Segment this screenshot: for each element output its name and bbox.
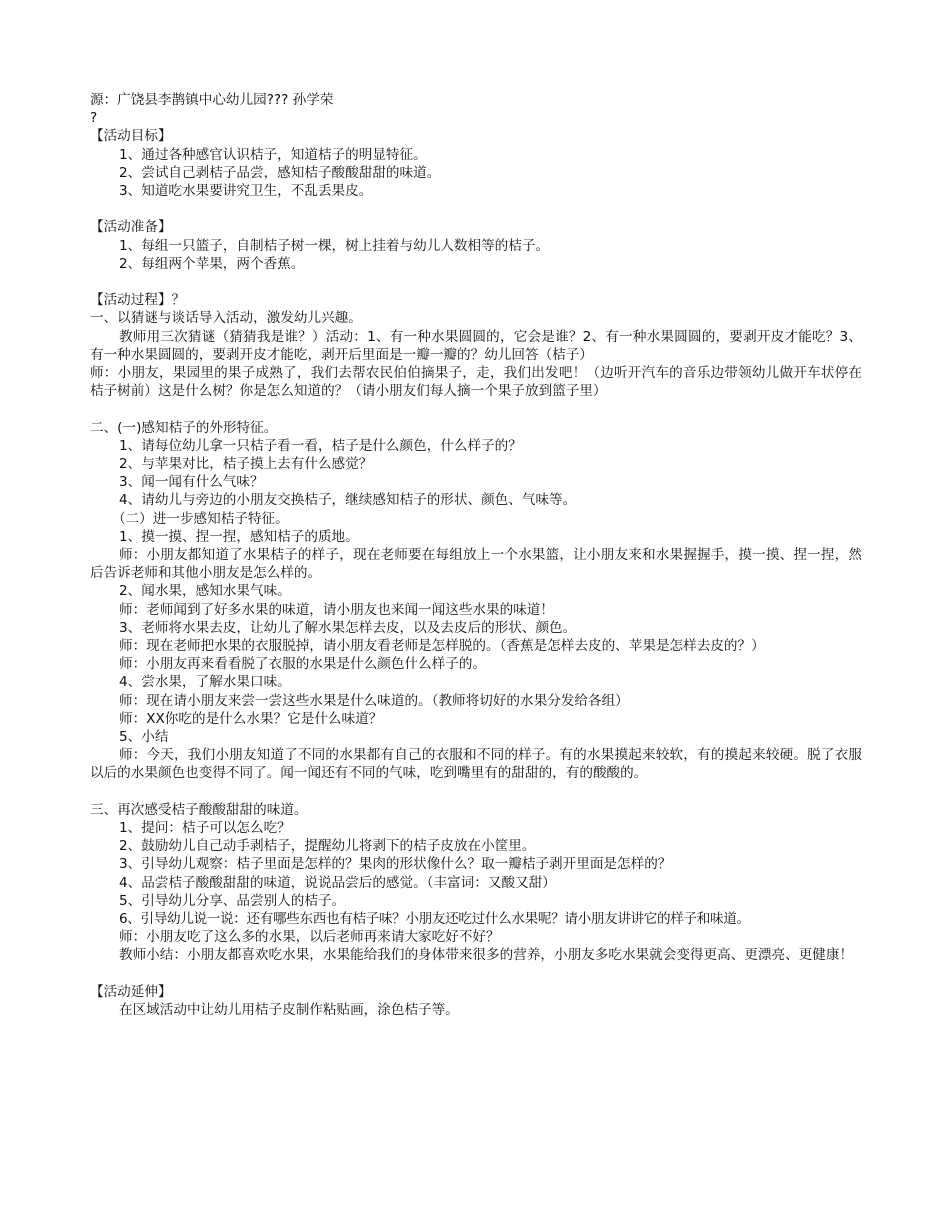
part2-item: 2、与苹果对比，桔子摸上去有什么感觉？ [119, 456, 373, 473]
part2-step4-teacher2: 师：XX你吃的是什么水果？它是什么味道？ [119, 710, 383, 727]
part2-step3: 3、老师将水果去皮，让幼儿了解水果怎样去皮，以及去皮后的形状、颜色。 [119, 619, 577, 636]
spacer [90, 965, 862, 983]
extension-text: 在区域活动中让幼儿用桔子皮制作粘贴画，涂色桔子等。 [119, 1002, 459, 1019]
part2-step1-teacher: 师：小朋友都知道了水果桔子的样子，现在老师要在每组放上一个水果篮，让小朋友来和水果握握手，摸一摸、捏一捏，然后告诉老师和其他小朋友是怎么样的。 [90, 547, 862, 582]
part2-step4-teacher: 师：现在请小朋友来尝一尝这些水果是什么味道的。（教师将切好的水果分发给各组） [119, 692, 629, 709]
source-line: 源：广饶县李鹊镇中心幼儿园??? 孙学荣 [90, 92, 334, 108]
part2-step3-teacher2: 师：小朋友再来看看脱了衣服的水果是什么颜色什么样子的。 [119, 656, 487, 673]
process-heading: 【活动过程】？ [90, 292, 186, 309]
part2-title: 二、(一)感知桔子的外形特征。 [90, 419, 278, 436]
part3-item: 4、品尝桔子酸酸甜甜的味道，说说品尝后的感觉。（丰富词：又酸又甜） [119, 874, 556, 891]
spacer [90, 783, 862, 801]
spacer [90, 200, 862, 218]
goal-item: 2、尝试自己剥桔子品尝，感知桔子酸酸甜甜的味道。 [119, 164, 441, 181]
part2-item: 3、闻一闻有什么气味？ [119, 474, 264, 491]
part2-subtitle: （二）进一步感知桔子特征。 [112, 510, 289, 527]
part3-item: 1、提问：桔子可以怎么吃？ [119, 820, 291, 837]
prep-heading: 【活动准备】 [90, 219, 172, 236]
spacer [90, 400, 862, 418]
part3-item: 5、引导幼儿分享、品尝别人的桔子。 [119, 892, 346, 909]
part3-title: 三、再次感受桔子酸酸甜甜的味道。 [90, 801, 308, 818]
prep-item: 1、每组一只篮子，自制桔子树一棵，树上挂着与幼儿人数相等的桔子。 [119, 237, 550, 254]
question-mark: ? [90, 110, 98, 127]
part2-step2-teacher: 师：老师闻到了好多水果的味道，请小朋友也来闻一闻这些水果的味道！ [119, 601, 554, 618]
part3-item: 3、引导幼儿观察：桔子里面是怎样的？果肉的形状像什么？取一瓣桔子剥开里面是怎样的？ [119, 856, 672, 873]
part3-summary: 教师小结：小朋友都喜欢吃水果，水果能给我们的身体带来很多的营养，小朋友多吃水果就会变得更高、更漂亮、更健康！ [119, 947, 854, 964]
part2-step5: 5、小结 [119, 729, 169, 746]
goal-item: 3、知道吃水果要讲究卫生，不乱丢果皮。 [119, 183, 373, 200]
part3-item: 2、鼓励幼儿自己动手剥桔子，提醒幼儿将剥下的桔子皮放在小筐里。 [119, 838, 536, 855]
document-body [90, 91, 862, 1019]
goal-item: 1、通过各种感官认识桔子，知道桔子的明显特征。 [119, 146, 427, 163]
part3-item: 6、引导幼儿说一说：还有哪些东西也有桔子味？小朋友还吃过什么水果呢？请小朋友讲讲它的样子和味道。 [119, 911, 750, 928]
goals-heading: 【活动目标】 [90, 128, 172, 145]
part2-step5-teacher: 师：今天，我们小朋友知道了不同的水果都有自己的衣服和不同的样子。有的水果摸起来较软，有的摸起来较硬。脱了衣服以后的水果颜色也变得不同了。闻一闻还有不同的气味，吃到嘴里有的甜甜的，有的酸酸的。 [90, 747, 862, 782]
part2-step4: 4、尝水果，了解水果口味。 [119, 674, 291, 691]
part2-item: 1、请每位幼儿拿一只桔子看一看，桔子是什么颜色，什么样子的？ [119, 437, 522, 454]
part3-teacher: 师：小朋友吃了这么多的水果，以后老师再来请大家吃好不好？ [119, 929, 500, 946]
extension-heading: 【活动延伸】 [90, 983, 172, 1000]
spacer [90, 273, 862, 291]
part1-teacher: 师：小朋友，果园里的果子成熟了，我们去帮农民伯伯摘果子，走，我们出发吧！（边听开汽车的音乐边带领幼儿做开车状停在桔子树前）这是什么树？你是怎么知道的？（请小朋友们每人摘一个果子放到篮子里） [90, 365, 862, 400]
part2-step3-teacher: 师：现在老师把水果的衣服脱掉，请小朋友看老师是怎样脱的。（香蕉是怎样去皮的、苹果是怎样去皮的？） [119, 638, 765, 655]
part2-item: 4、请幼儿与旁边的小朋友交换桔子，继续感知桔子的形状、颜色、气味等。 [119, 492, 577, 509]
prep-item: 2、每组两个苹果，两个香蕉。 [119, 255, 305, 272]
part1-title: 一、以猜谜与谈话导入活动，激发幼儿兴趣。 [90, 310, 362, 327]
part1-riddle: 教师用三次猜谜（猜猜我是谁？）活动：1、有一种水果圆圆的，它会是谁？2、有一种水果圆圆的，要剥开皮才能吃？3、有一种水果圆圆的，要剥开皮才能吃，剥开后里面是一瓣一瓣的？幼儿回答（桔子） [90, 328, 862, 363]
part2-step1: 1、摸一摸、捏一捏，感知桔子的质地。 [119, 528, 359, 545]
part2-step2: 2、闻水果，感知水果气味。 [119, 583, 291, 600]
